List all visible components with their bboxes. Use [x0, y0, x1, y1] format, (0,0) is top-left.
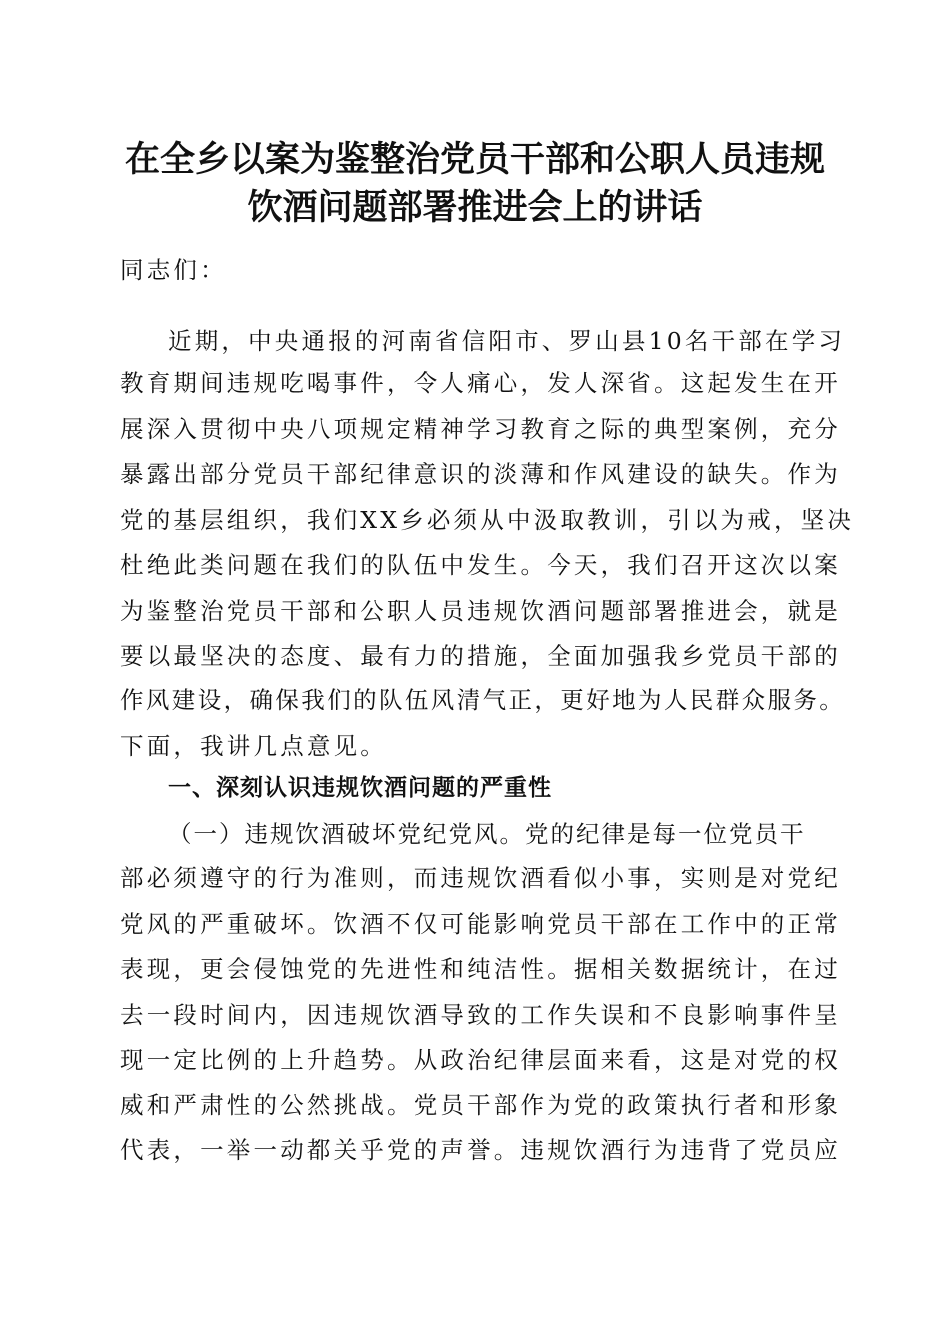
intro-line-1: 近期，中央通报的河南省信阳市、罗山县10名干部在学习: [168, 327, 846, 355]
document-title-line-2: 饮酒问题部署推进会上的讲话: [247, 187, 703, 228]
intro-line-7: 为鉴整治党员干部和公职人员违规饮酒问题部署推进会，就是: [120, 597, 841, 625]
document-title-line-1: 在全乡以案为鉴整治党员干部和公职人员违规: [124, 139, 825, 180]
sub-line-1: （一）违规饮酒破坏党纪党风。党的纪律是每一位党员干: [168, 820, 806, 848]
intro-line-6: 杜绝此类问题在我们的队伍中发生。今天，我们召开这次以案: [120, 551, 841, 579]
intro-line-10: 下面，我讲几点意见。: [120, 732, 387, 760]
intro-line-5: 党的基层组织，我们XX乡必须从中汲取教训，引以为戒，坚决: [120, 506, 855, 534]
sub-line-4: 表现，更会侵蚀党的先进性和纯洁性。据相关数据统计，在过: [120, 955, 841, 983]
intro-line-4: 暴露出部分党员干部纪律意识的淡薄和作风建设的缺失。作为: [120, 460, 841, 488]
sub-line-2: 部必须遵守的行为准则，而违规饮酒看似小事，实则是对党纪: [120, 864, 841, 892]
sub-line-3: 党风的严重破坏。饮酒不仅可能影响党员干部在工作中的正常: [120, 910, 841, 938]
sub-line-6: 现一定比例的上升趋势。从政治纪律层面来看，这是对党的权: [120, 1046, 841, 1074]
section-heading-1: 一、深刻认识违规饮酒问题的严重性: [168, 775, 552, 801]
intro-line-2: 教育期间违规吃喝事件，令人痛心，发人深省。这起发生在开: [120, 369, 841, 397]
salutation: 同志们：: [120, 256, 227, 284]
sub-line-8: 代表，一举一动都关乎党的声誉。违规饮酒行为违背了党员应: [120, 1136, 841, 1164]
sub-line-5: 去一段时间内，因违规饮酒导致的工作失误和不良影响事件呈: [120, 1001, 841, 1029]
sub-line-7: 威和严肃性的公然挑战。党员干部作为党的政策执行者和形象: [120, 1091, 841, 1119]
intro-line-3: 展深入贯彻中央八项规定精神学习教育之际的典型案例，充分: [120, 415, 841, 443]
intro-line-8: 要以最坚决的态度、最有力的措施，全面加强我乡党员干部的: [120, 642, 841, 670]
intro-line-9: 作风建设，确保我们的队伍风清气正，更好地为人民群众服务。: [120, 686, 846, 714]
